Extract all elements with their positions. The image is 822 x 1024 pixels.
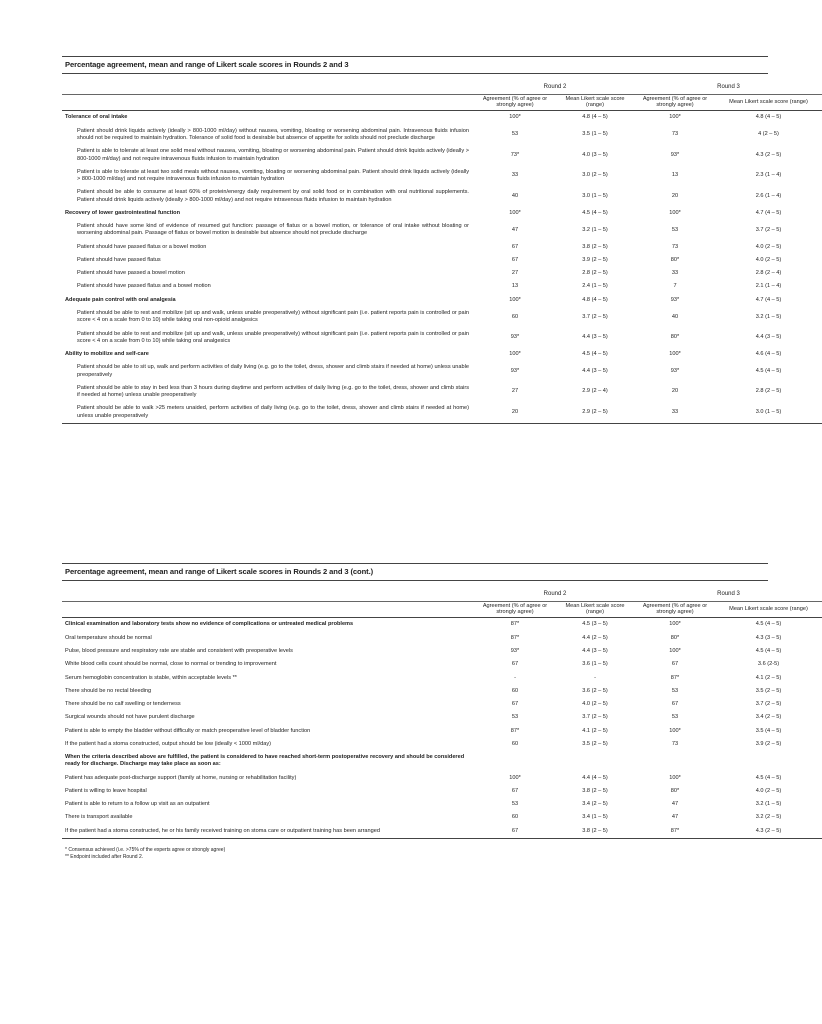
round-3-mean-score: 2.8 (2 – 4): [755, 270, 782, 277]
round-2-agreement: 100*: [509, 774, 521, 781]
round-3-mean-score: 3.7 (2 – 5): [755, 701, 782, 708]
round-3-agreement: 100*: [669, 114, 681, 121]
round-2-mean-score: 3.2 (1 – 5): [582, 226, 608, 233]
round-2-agreement: 67: [511, 256, 519, 263]
criterion-text: Patient should have passed a bowel motion: [77, 270, 185, 277]
round-2-mean-score: 4.1 (2 – 5): [582, 727, 608, 734]
criterion-text: Patient is able to tolerate at least one solid meal without nausea, vomiting, bloating or worsening abdominal pain. Patient should drink liquids actively (ideally > 800-1000 ml/day) and not require intravenous fluids infusion to maintain hydration: [77, 148, 469, 162]
criterion-text: Patient should be able to walk >25 meters unaided, perform activities of daily living (e.g. go to the toilet, dress, shower and climb stairs if needed at home) unless unable preoperatively: [62, 402, 475, 423]
round-2-mean-score: 3.8 (2 – 5): [582, 787, 608, 794]
round-2-mean-score: 4.5 (4 – 5): [582, 209, 608, 216]
criterion-text: If the patient had a stoma constructed, output should be low (ideally < 1000 ml/day): [65, 740, 272, 747]
criterion-text: Patient should have passed flatus: [77, 256, 161, 263]
round-3-mean-score: 4.3 (3 – 5): [755, 634, 782, 641]
table-row: [62, 672, 822, 685]
criterion-text: Patient is able to empty the bladder without difficulty or match preoperative level of bladder function: [65, 727, 311, 734]
round-3-agreement: 67: [671, 701, 679, 708]
agreement-header: Agreement (% of agree or strongly agree): [475, 94, 555, 111]
round-3-agreement: 100*: [669, 774, 681, 781]
round-2-agreement: 93*: [510, 648, 520, 654]
round-3-agreement: 53: [671, 714, 679, 721]
round-3-agreement: 93*: [670, 296, 680, 303]
table-row: [62, 307, 822, 328]
round-3-agreement: 93*: [670, 367, 680, 374]
mean-header: Mean Likert scale score (range): [715, 94, 822, 111]
table-1-caption: Percentage agreement, mean and range of Likert scale scores in Rounds 2 and 3: [62, 56, 768, 74]
round-2-mean-score: 3.7 (2 – 5): [582, 714, 608, 721]
section-row: [62, 207, 822, 220]
round-3-mean-score: 2.3 (1 – 4): [755, 172, 782, 179]
section-row: [62, 111, 822, 125]
round-2-mean-score: 2.9 (2 – 5): [555, 402, 635, 423]
round-2-agreement: 100*: [509, 351, 521, 358]
table-row: [62, 618, 822, 632]
round-2-agreement: 87*: [510, 727, 520, 734]
round-3-mean-score: 4.5 (4 – 5): [755, 621, 782, 628]
table-row: [62, 125, 822, 146]
round-2-mean-score: 3.4 (2 – 5): [582, 801, 608, 808]
round-3-agreement: 80*: [670, 787, 680, 794]
table-row: [62, 785, 822, 798]
round-2-agreement: 87*: [510, 621, 520, 628]
round-2-mean-score: 3.8 (2 – 5): [582, 243, 608, 250]
round-2-mean-score: 2.4 (1 – 5): [582, 283, 608, 290]
round-3-agreement: 20: [671, 192, 679, 199]
round-2-header: Round 2: [475, 589, 635, 601]
table-row: [62, 186, 822, 207]
round-2-agreement: [475, 751, 555, 772]
round-2-mean-score: [555, 751, 635, 772]
round-2-mean-score: 4.4 (4 – 5): [582, 774, 608, 781]
round-3-agreement: 53: [671, 687, 679, 694]
round-2-mean-score: 3.0 (2 – 5): [582, 172, 608, 179]
criterion-text: Patient is able to return to a follow up visit as an outpatient: [65, 801, 210, 808]
round-3-mean-score: 4.0 (2 – 5): [755, 787, 782, 794]
round-3-mean-score: 3.0 (1 – 5): [715, 402, 822, 423]
round-2-mean-score: 4.8 (4 – 5): [582, 114, 608, 121]
agreement-header: Agreement (% of agree or strongly agree): [475, 601, 555, 618]
criterion-text: When the criteria described above are fulfilled, the patient is considered to have reached short-term postoperative recovery and should be considered ready for discharge. Discharge may take place as soon as:: [65, 754, 465, 768]
mean-header: Mean Likert scale score (range): [715, 601, 822, 618]
round-2-agreement: 60: [511, 814, 519, 821]
table-row: [62, 698, 822, 711]
round-3-mean-score: 3.5 (4 – 5): [755, 727, 782, 734]
criterion-text: There should be no calf swelling or tenderness: [65, 701, 181, 708]
table-row: [62, 658, 822, 671]
round-3-mean-score: 4.0 (2 – 5): [755, 243, 782, 250]
round-2-agreement: 87*: [510, 634, 520, 641]
mean-header: Mean Likert scale score (range): [555, 601, 635, 618]
round-3-mean-score: 4.6 (4 – 5): [755, 351, 782, 358]
criterion-text: Patient should have passed flatus and a bowel motion: [77, 283, 211, 290]
round-3-mean-score: 2.8 (2 – 5): [755, 388, 782, 395]
footnote: * Consensus achieved (i.e. >75% of the experts agree or strongly agree): [65, 846, 226, 853]
footnote: ** Endpoint included after Round 2.: [65, 854, 144, 861]
round-2-mean-score: -: [594, 674, 596, 681]
round-2-mean-score: 3.7 (2 – 5): [582, 313, 608, 320]
criterion-text: There should be no rectal bleeding: [65, 687, 152, 694]
round-2-mean-score: 3.6 (2 – 5): [582, 687, 608, 694]
round-2-agreement: 60: [511, 740, 519, 747]
round-3-mean-score: 3.2 (2 – 5): [755, 814, 782, 821]
round-2-agreement: 100*: [509, 114, 521, 121]
round-3-agreement: 53: [671, 226, 679, 233]
round-2-mean-score: 4.4 (2 – 5): [582, 634, 608, 641]
round-3-agreement: 80*: [670, 334, 680, 341]
round-2-header: Round 2: [475, 82, 635, 94]
round-3-agreement: 33: [671, 270, 679, 277]
table-row: [62, 220, 822, 241]
criterion-text: Patient should be able to rest and mobilize (sit up and walk, unless unable preoperatively) without significant pain (i.e. patient reports pain is controlled or pain score < 4 on a scale from 0 to 10) while taking oral non-opioid analgesics: [77, 309, 469, 324]
round-3-agreement: 80*: [670, 634, 680, 641]
round-2-agreement: 53: [511, 801, 519, 808]
table-row: [62, 280, 822, 293]
round-2-mean-score: 4.0 (3 – 5): [582, 151, 608, 158]
round-3-agreement: 100*: [669, 727, 681, 734]
round-3-agreement: 20: [671, 388, 679, 395]
criterion-text: Patient is willing to leave hospital: [65, 787, 147, 794]
round-3-agreement: 80*: [670, 256, 680, 263]
agreement-header: Agreement (% of agree or strongly agree): [635, 601, 715, 618]
round-2-agreement: 67: [511, 701, 519, 708]
criterion-text: Patient has adequate post-discharge support (family at home, nursing or rehabilitation facility): [65, 774, 297, 781]
round-3-agreement: 33: [635, 402, 715, 423]
round-2-agreement: 33: [511, 172, 519, 179]
round-3-mean-score: 4.8 (4 – 5): [755, 114, 782, 121]
round-3-mean-score: 3.9 (2 – 5): [755, 740, 782, 747]
round-3-agreement: 47: [671, 801, 679, 808]
table-row: [62, 725, 822, 738]
round-2-mean-score: 3.9 (2 – 5): [582, 256, 608, 263]
table-row: [62, 645, 822, 658]
round-2-mean-score: 3.8 (2 – 5): [555, 825, 635, 839]
table-1-grid: [62, 82, 822, 424]
round-2-mean-score: 4.5 (4 – 5): [582, 351, 608, 358]
round-3-mean-score: [715, 751, 822, 772]
agreement-header: Agreement (% of agree or strongly agree): [635, 94, 715, 111]
criterion-text: Patient should be able to sit up, walk and perform activities of daily living (e.g. go to the toilet, dress, shower and climb stairs if needed at home) unless unable preoperatively: [77, 364, 469, 378]
round-2-agreement: 53: [511, 131, 519, 138]
round-2-agreement: -: [514, 674, 516, 681]
round-2-mean-score: 4.4 (3 – 5): [582, 334, 608, 341]
criterion-text: Patient should have passed flatus or a bowel motion: [77, 243, 207, 250]
criterion-text: Ability to mobilize and self-care: [65, 351, 149, 358]
round-3-agreement: 93*: [670, 151, 680, 158]
round-3-agreement: 100*: [669, 648, 681, 654]
criterion-text: Patient should be able to stay in bed less than 3 hours during daytime and perform activities of daily living (e.g. go to the toilet, dress, shower and climb stairs if needed at home) unless unable preoperatively: [77, 384, 469, 399]
table-2-grid: [62, 589, 822, 839]
round-2-mean-score: 4.4 (3 – 5): [582, 367, 608, 374]
round-2-agreement: 100*: [509, 209, 521, 216]
mean-header: Mean Likert scale score (range): [555, 94, 635, 111]
table-row: [62, 798, 822, 811]
table-1: [62, 56, 808, 424]
round-3-mean-score: 3.6 (2-5): [757, 661, 780, 668]
round-3-agreement: 40: [671, 313, 679, 320]
round-2-mean-score: 2.9 (2 – 4): [582, 388, 608, 395]
table-row: [62, 811, 822, 824]
table-row: [62, 772, 822, 785]
round-3-mean-score: 3.2 (1 – 5): [755, 801, 782, 808]
criterion-text: Adequate pain control with oral analgesia: [65, 296, 176, 303]
round-2-agreement: 67: [511, 243, 519, 250]
table-row: [62, 328, 822, 349]
table-row: [62, 711, 822, 724]
round-2-mean-score: 3.6 (1 – 5): [582, 661, 608, 668]
criterion-text: Patient should be able to consume at least 60% of protein/energy daily requirement by oral solid food or in combination with oral nutritional supplements. Patient should drink liquids actively (ideally > 800-1000 ml/day) and not require intravenous fluids infusion to maintain hydration: [77, 189, 469, 203]
round-3-mean-score: 4.0 (2 – 5): [755, 256, 782, 263]
round-2-mean-score: 3.0 (1 – 5): [582, 192, 608, 199]
round-2-agreement: 27: [511, 270, 519, 277]
table-row: [62, 825, 822, 839]
round-2-agreement: 93*: [510, 334, 520, 341]
criterion-text: Clinical examination and laboratory tests show no evidence of complications or untreated medical problems: [65, 621, 354, 628]
round-3-mean-score: 3.4 (2 – 5): [755, 714, 782, 721]
round-2-agreement: 60: [511, 313, 519, 320]
round-3-agreement: 73: [671, 131, 679, 138]
section-row: [62, 294, 822, 307]
round-3-header: Round 3: [635, 589, 822, 601]
table-row: [62, 738, 822, 751]
round-3-agreement: 73: [671, 243, 679, 250]
round-3-agreement: 73: [671, 740, 679, 747]
round-2-agreement: 67: [475, 825, 555, 839]
round-2-agreement: 100*: [509, 296, 521, 303]
round-3-mean-score: 4.5 (4 – 5): [755, 367, 782, 374]
round-3-mean-score: 4.3 (2 – 5): [715, 825, 822, 839]
round-2-mean-score: 4.8 (4 – 5): [582, 296, 608, 303]
table-2-body: [62, 618, 822, 839]
table-row: [62, 361, 822, 382]
criterion-text: Serum hemoglobin concentration is stable, within acceptable levels **: [65, 674, 237, 681]
round-3-mean-score: 2.6 (1 – 4): [755, 192, 782, 199]
table-row: [62, 382, 822, 403]
round-2-mean-score: 2.8 (2 – 5): [582, 270, 608, 277]
round-3-agreement: 13: [671, 172, 679, 179]
criterion-text: Patient should drink liquids actively (ideally > 800-1000 ml/day) without nausea, vomiting, bloating or worsening abdominal pain. Intravenous fluids infusion should not be required to maintain hydration. Tolerance of solid food is desirable but absence of appetite for solids should not preclude discharge: [77, 127, 469, 141]
round-3-mean-score: 4 (2 – 5): [758, 131, 779, 138]
round-2-mean-score: 4.4 (3 – 5): [582, 648, 608, 654]
round-3-mean-score: 2.1 (1 – 4): [755, 283, 782, 290]
round-3-mean-score: 4.5 (4 – 5): [755, 648, 782, 654]
footnotes: [62, 847, 768, 862]
criterion-text: Surgical wounds should not have purulent discharge: [65, 714, 195, 721]
criterion-text: Oral temperature should be normal: [65, 634, 152, 641]
round-3-agreement: 100*: [669, 621, 681, 628]
round-3-mean-score: 4.7 (4 – 5): [755, 296, 782, 303]
round-2-agreement: 53: [511, 714, 519, 721]
round-2-agreement: 67: [511, 787, 519, 794]
round-3-mean-score: 4.1 (2 – 5): [755, 674, 782, 681]
round-2-mean-score: 3.5 (1 – 5): [582, 131, 608, 138]
table-row: [62, 254, 822, 267]
round-2-mean-score: 4.5 (3 – 5): [582, 621, 608, 628]
table-row: [62, 402, 822, 423]
table-1-body: [62, 111, 822, 423]
round-3-agreement: 7: [673, 283, 677, 290]
round-3-mean-score: 4.7 (4 – 5): [755, 209, 782, 216]
round-3-mean-score: 4.4 (3 – 5): [755, 334, 782, 341]
section-row: [62, 348, 822, 361]
criterion-text: Patient should be able to rest and mobilize (sit up and walk, unless unable preoperatively) without significant pain (i.e. patient reports pain is controlled or pain score < 4 on a scale from 0 to 10) while taking oral analgesics: [77, 330, 469, 344]
table-row: [62, 685, 822, 698]
round-3-mean-score: 3.5 (2 – 5): [755, 687, 782, 694]
round-2-agreement: 20: [475, 402, 555, 423]
criterion-text: White blood cells count should be normal, close to normal or trending to improvement: [65, 661, 277, 668]
round-3-agreement: 100*: [669, 209, 681, 216]
criterion-text: Recovery of lower gastrointestinal function: [65, 209, 181, 216]
round-2-agreement: 47: [511, 226, 519, 233]
round-3-header: Round 3: [635, 82, 822, 94]
table-row: [62, 632, 822, 645]
round-2-agreement: 67: [511, 661, 519, 668]
table-row: [62, 145, 822, 166]
round-3-agreement: 47: [671, 814, 679, 821]
round-2-agreement: 60: [511, 687, 519, 694]
round-2-agreement: 27: [511, 388, 519, 395]
criterion-text: There is transport available: [65, 814, 133, 821]
round-2-agreement: 13: [511, 283, 519, 290]
table-row: [62, 241, 822, 254]
round-2-agreement: 40: [511, 192, 519, 199]
table-row: [62, 166, 822, 187]
criterion-text: Tolerance of oral intake: [65, 114, 128, 121]
round-3-mean-score: 3.2 (1 – 5): [755, 313, 782, 320]
criterion-text: Pulse, blood pressure and respiratory rate are stable and consistent with preoperative levels: [65, 648, 293, 654]
round-2-mean-score: 3.5 (2 – 5): [582, 740, 608, 747]
round-3-agreement: [635, 751, 715, 772]
criterion-text: If the patient had a stoma constructed, he or his family received training on stoma care or outpatient training has been arranged: [62, 825, 475, 839]
criterion-text: Patient should have some kind of evidence of resumed gut function: passage of flatus or a bowel motion, or tolerance of oral intake without bloating or worsening abdominal pain. Passage of flatus or bowel motion is desirable but absence should not preclude discharge: [77, 223, 469, 237]
round-2-mean-score: 3.4 (1 – 5): [582, 814, 608, 821]
round-2-agreement: 93*: [510, 367, 520, 374]
round-2-agreement: 73*: [510, 151, 520, 158]
criterion-text: Patient is able to tolerate at least two solid meals without nausea, vomiting, bloating or worsening abdominal pain. Patient should drink liquids actively (ideally > 800-1000 ml/day) and not require intravenous fluids infusion to maintain hydration: [77, 168, 469, 183]
table-row: [62, 267, 822, 280]
round-3-mean-score: 4.3 (2 – 5): [755, 151, 782, 158]
round-3-agreement: 100*: [669, 351, 681, 358]
round-3-agreement: 87*: [670, 674, 680, 681]
round-3-mean-score: 4.5 (4 – 5): [755, 774, 782, 781]
round-3-agreement: 67: [671, 661, 679, 668]
round-3-mean-score: 3.7 (2 – 5): [755, 226, 782, 233]
round-3-agreement: 87*: [635, 825, 715, 839]
table-2-caption: Percentage agreement, mean and range of Likert scale scores in Rounds 2 and 3 (cont.): [62, 563, 768, 581]
table-2: [62, 563, 808, 861]
round-2-mean-score: 4.0 (2 – 5): [582, 701, 608, 708]
table-row: [62, 751, 822, 772]
